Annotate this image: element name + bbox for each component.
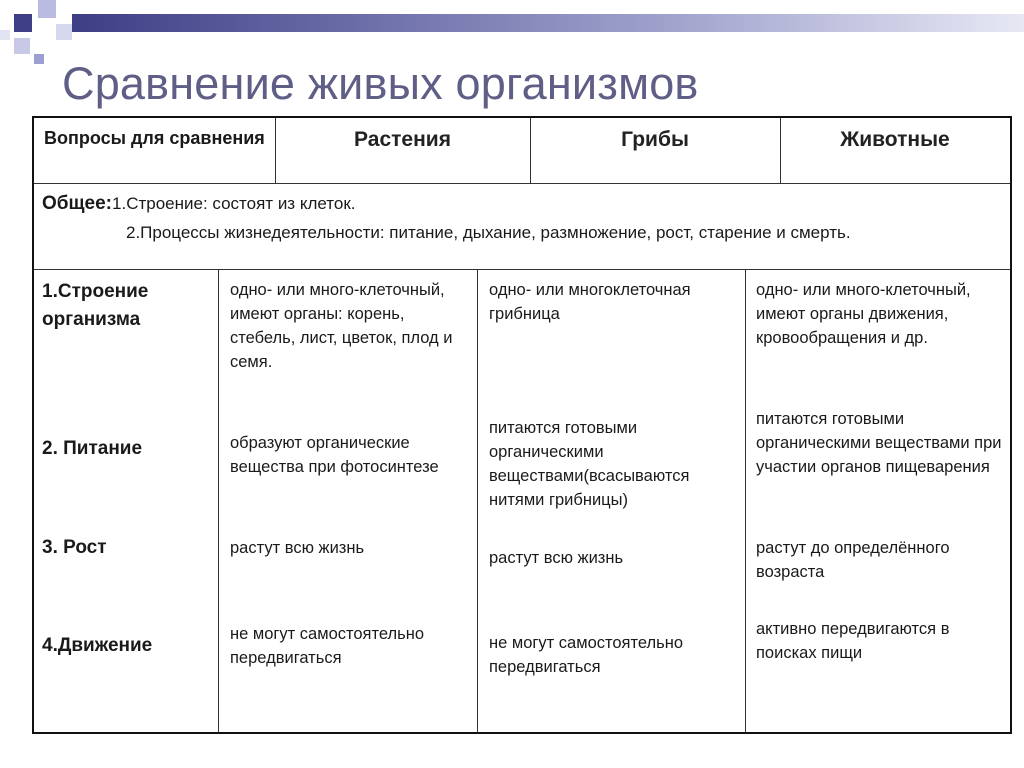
cell-plants-structure: одно- или много-клеточный, имеют органы: корень, стебель, лист, цветок, плод и семя. [230, 281, 453, 371]
decorative-square [14, 14, 32, 32]
decorative-square [34, 54, 44, 64]
cell-animals-nutrition: питаются готовыми органическими веществами при участии органов пищеварения [756, 410, 1002, 476]
header-fungi: Грибы [621, 128, 689, 151]
cell-fungi-growth: растут всю жизнь [489, 549, 624, 567]
decorative-square [14, 38, 30, 54]
row-label-nutrition: 2. Питание [42, 438, 143, 459]
cell-fungi-movement: не могут самостоятельно передвигаться [489, 634, 683, 676]
cell-plants-movement: не могут самостоятельно передвигаться [230, 625, 424, 667]
decorative-square [56, 24, 72, 40]
table-divider [34, 269, 1010, 270]
row-label-growth: 3. Рост [42, 537, 107, 558]
table-divider [34, 183, 1010, 184]
common-label: Общее: [42, 193, 113, 214]
decorative-square [38, 0, 56, 18]
comparison-table [32, 116, 1012, 734]
cell-animals-structure: одно- или много-клеточный, имеют органы движения, кровообращения и др. [756, 281, 971, 347]
common-text-2: 2.Процессы жизнедеятельности: питание, дыхание, размножение, рост, старение и смерть. [126, 223, 851, 242]
table-divider [477, 269, 478, 732]
decorative-gradient-band [72, 14, 1024, 32]
row-label-structure: 1.Строение организма [42, 281, 149, 330]
cell-plants-nutrition: образуют органические вещества при фотосинтезе [230, 434, 439, 476]
header-questions: Вопросы для сравнения [44, 128, 265, 148]
table-divider [218, 269, 219, 732]
row-label-movement: 4.Движение [42, 635, 153, 656]
slide-title: Сравнение живых организмов [62, 58, 699, 109]
header-plants: Растения [354, 128, 451, 151]
common-text-1: 1.Строение: состоят из клеток. [112, 194, 356, 213]
cell-animals-movement: активно передвигаются в поисках пищи [756, 620, 950, 662]
cell-animals-growth: растут до определённого возраста [756, 539, 950, 581]
cell-fungi-structure: одно- или многоклеточная грибница [489, 281, 691, 323]
common-line-1 [42, 192, 992, 216]
cell-plants-growth: растут всю жизнь [230, 539, 365, 557]
cell-fungi-nutrition: питаются готовыми органическими веществами(всасываются нитями грибницы) [489, 419, 690, 509]
table-divider [745, 269, 746, 732]
decorative-square [0, 30, 10, 40]
header-animals: Животные [840, 128, 950, 151]
